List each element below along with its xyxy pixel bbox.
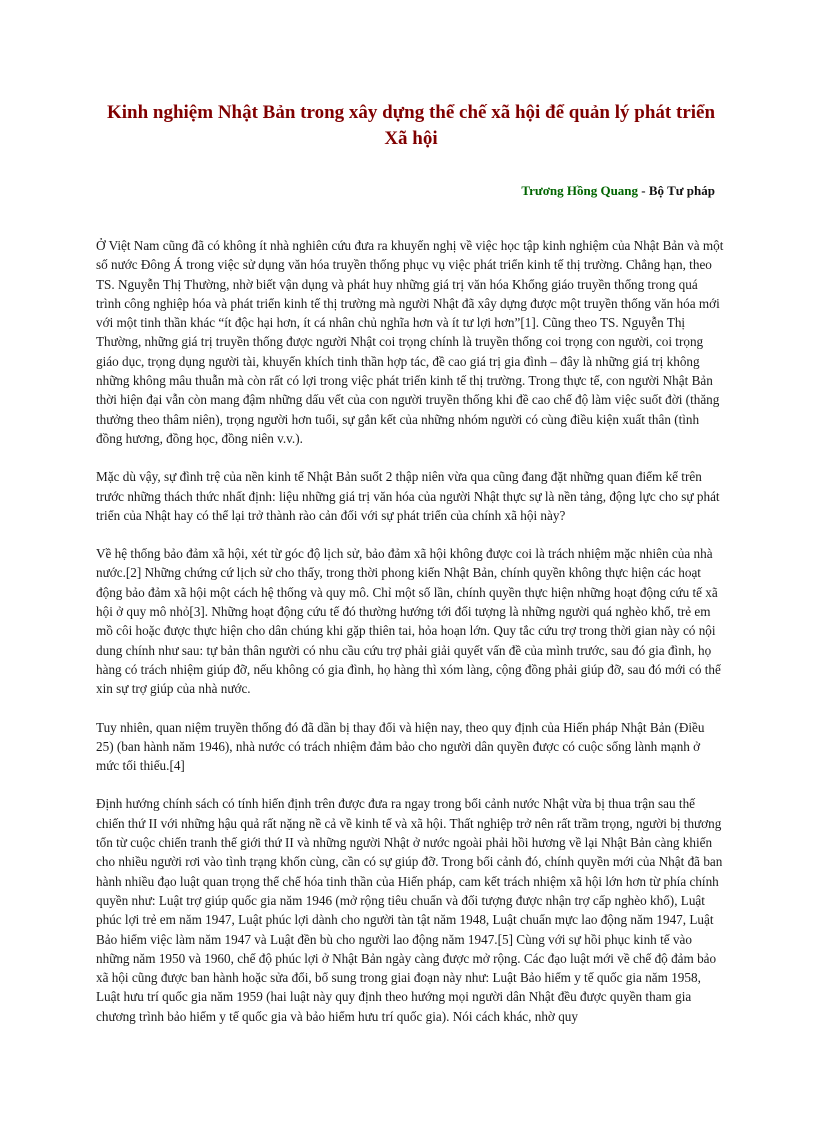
author-line: [521, 183, 715, 199]
article-body: [96, 236, 724, 1045]
author-separator: -: [638, 183, 649, 198]
paragraph-4: Tuy nhiên, quan niệm truyền thống đó đã dần bị thay đổi và hiện nay, theo quy định của Hiến pháp Nhật Bản (Điều 25) (ban hành năm 1946), nhà nước có trách nhiệm đảm bảo cho người dân quyền được có cuộc sống lành mạnh ở mức tối thiểu.[4]: [96, 719, 705, 774]
author-name: Trương Hồng Quang: [521, 183, 639, 198]
paragraph-1: Ở Việt Nam cũng đã có không ít nhà nghiên cứu đưa ra khuyến nghị về việc học tập kinh nghiệm của Nhật Bản và một số nước Đông Á trong việc sử dụng văn hóa truyền thống phục vụ việc phát triển kinh tế thị trường. Chẳng hạn, theo TS. Nguyễn Thị Thường, nhờ biết vận dụng và phát huy những giá trị văn hóa Khổng giáo truyền thống trong quá trình công nghiệp hóa và phát triển kinh tế thị trường mà người Nhật đã xây dựng được một truyền thống văn hóa mới với một tinh thần khác “ít độc hại hơn, ít cá nhân chủ nghĩa hơn và ít tư lợi hơn”[1]. Cũng theo TS. Nguyễn Thị Thường, những giá trị truyền thống được người Nhật coi trọng chính là truyền thống coi trọng con người, coi trọng giáo dục, trọng dụng người tài, khuyến khích tinh thần hợp tác, đề cao giá trị gia đình – đây là những giá trị không những không mâu thuẫn mà còn rất có lợi trong việc phát triển kinh tế thị trường. Trong thực tế, con người Nhật Bản thời hiện đại vẫn còn mang đậm những dấu vết của con người truyền thống khi đề cao chế độ làm việc suốt đời (thăng thưởng theo thâm niên), trọng người hơn tuổi, sự gắn kết của những nhóm người có cùng điều kiện xuất thân (tình đồng hương, đồng học, đồng niên v.v.).: [96, 238, 724, 446]
paragraph-2: Mặc dù vậy, sự đình trệ của nền kinh tế Nhật Bản suốt 2 thập niên vừa qua cũng đang đặt những quan điểm kể trên trước những thách thức nhất định: liệu những giá trị văn hóa của người Nhật thực sự là nền tảng, động lực cho sự phát triển của Nhật hay có thể lại trở thành rào cản đối với sự phát triển của chính xã hội này?: [96, 469, 720, 523]
paragraph-3: Về hệ thống bảo đảm xã hội, xét từ góc độ lịch sử, bảo đảm xã hội không được coi là trách nhiệm mặc nhiên của nhà nước.[2] Những chứng cứ lịch sử cho thấy, trong thời phong kiến Nhật Bản, chính quyền không thực hiện các hoạt động bảo đảm xã hội một cách hệ thống và quy mô. Chỉ một số lần, chính quyền thực hiện những hoạt động cứu tế xã hội ở quy mô nhỏ[3]. Những hoạt động cứu tế đó thường hướng tới đối tượng là những người quá nghèo khổ, trẻ em mồ côi hoặc được thực hiện cho dân chúng khi gặp thiên tai, hỏa hoạn lớn. Quy tắc cứu trợ trong thời gian này có nội dung chính như sau: tự bản thân người có nhu cầu cứu trợ phải giải quyết vấn đề của mình trước, sau đó gia đình, họ hàng có trách nhiệm giúp đỡ, nếu không có gia đình, họ hàng thì xóm làng, cộng đồng phải giúp đỡ, sau đó mới có thể xin sự trợ giúp của nhà nước.: [96, 546, 721, 697]
paragraph-5: Định hướng chính sách có tính hiến định trên được đưa ra ngay trong bối cảnh nước Nhật vừa bị thua trận sau thế chiến thứ II với những hậu quả rất nặng nề cả về kinh tế và xã hội. Thất nghiệp trở nên rất trầm trọng, người bị thương tổn từ cuộc chiến tranh thế giới thứ II và những người Nhật ở nước ngoài phải hồi hương về lại Nhật Bản càng khiến cho nhiều người rơi vào tình trạng khốn cùng, cần có sự giúp đỡ. Trong bối cảnh đó, chính quyền mới của Nhật đã ban hành nhiều đạo luật quan trọng thể chế hóa tinh thần của Hiến pháp, cam kết trách nhiệm xã hội lớn hơn từ phía chính quyền như: Luật trợ giúp quốc gia năm 1946 (mở rộng tiêu chuẩn và đối tượng được nhận trợ cấp nghèo khổ), Luật phúc lợi trẻ em năm 1947, Luật phúc lợi dành cho người tàn tật năm 1948, Luật chuẩn mực lao động năm 1947, Luật Bảo hiểm việc làm năm 1947 và Luật đền bù cho người lao động năm 1947.[5] Cùng với sự hồi phục kinh tế vào những năm 1950 và 1960, chế độ phúc lợi ở Nhật Bản ngày càng được mở rộng. Các đạo luật mới về chế độ đảm bảo xã hội cũng được ban hành hoặc sửa đổi, bổ sung trong giai đoạn này như: Luật Bảo hiểm y tế quốc gia năm 1958, Luật hưu trí quốc gia năm 1959 (hai luật này quy định theo hướng mọi người dân Nhật đều được quyền tham gia chương trình bảo hiểm y tế quốc gia và bảo hiểm hưu trí quốc gia). Nói cách khác, nhờ quy: [96, 796, 723, 1024]
author-organization: Bộ Tư pháp: [648, 183, 715, 198]
document-title: Kinh nghiệm Nhật Bản trong xây dựng thể chế xã hội để quản lý phát triển Xã hội: [106, 102, 716, 149]
